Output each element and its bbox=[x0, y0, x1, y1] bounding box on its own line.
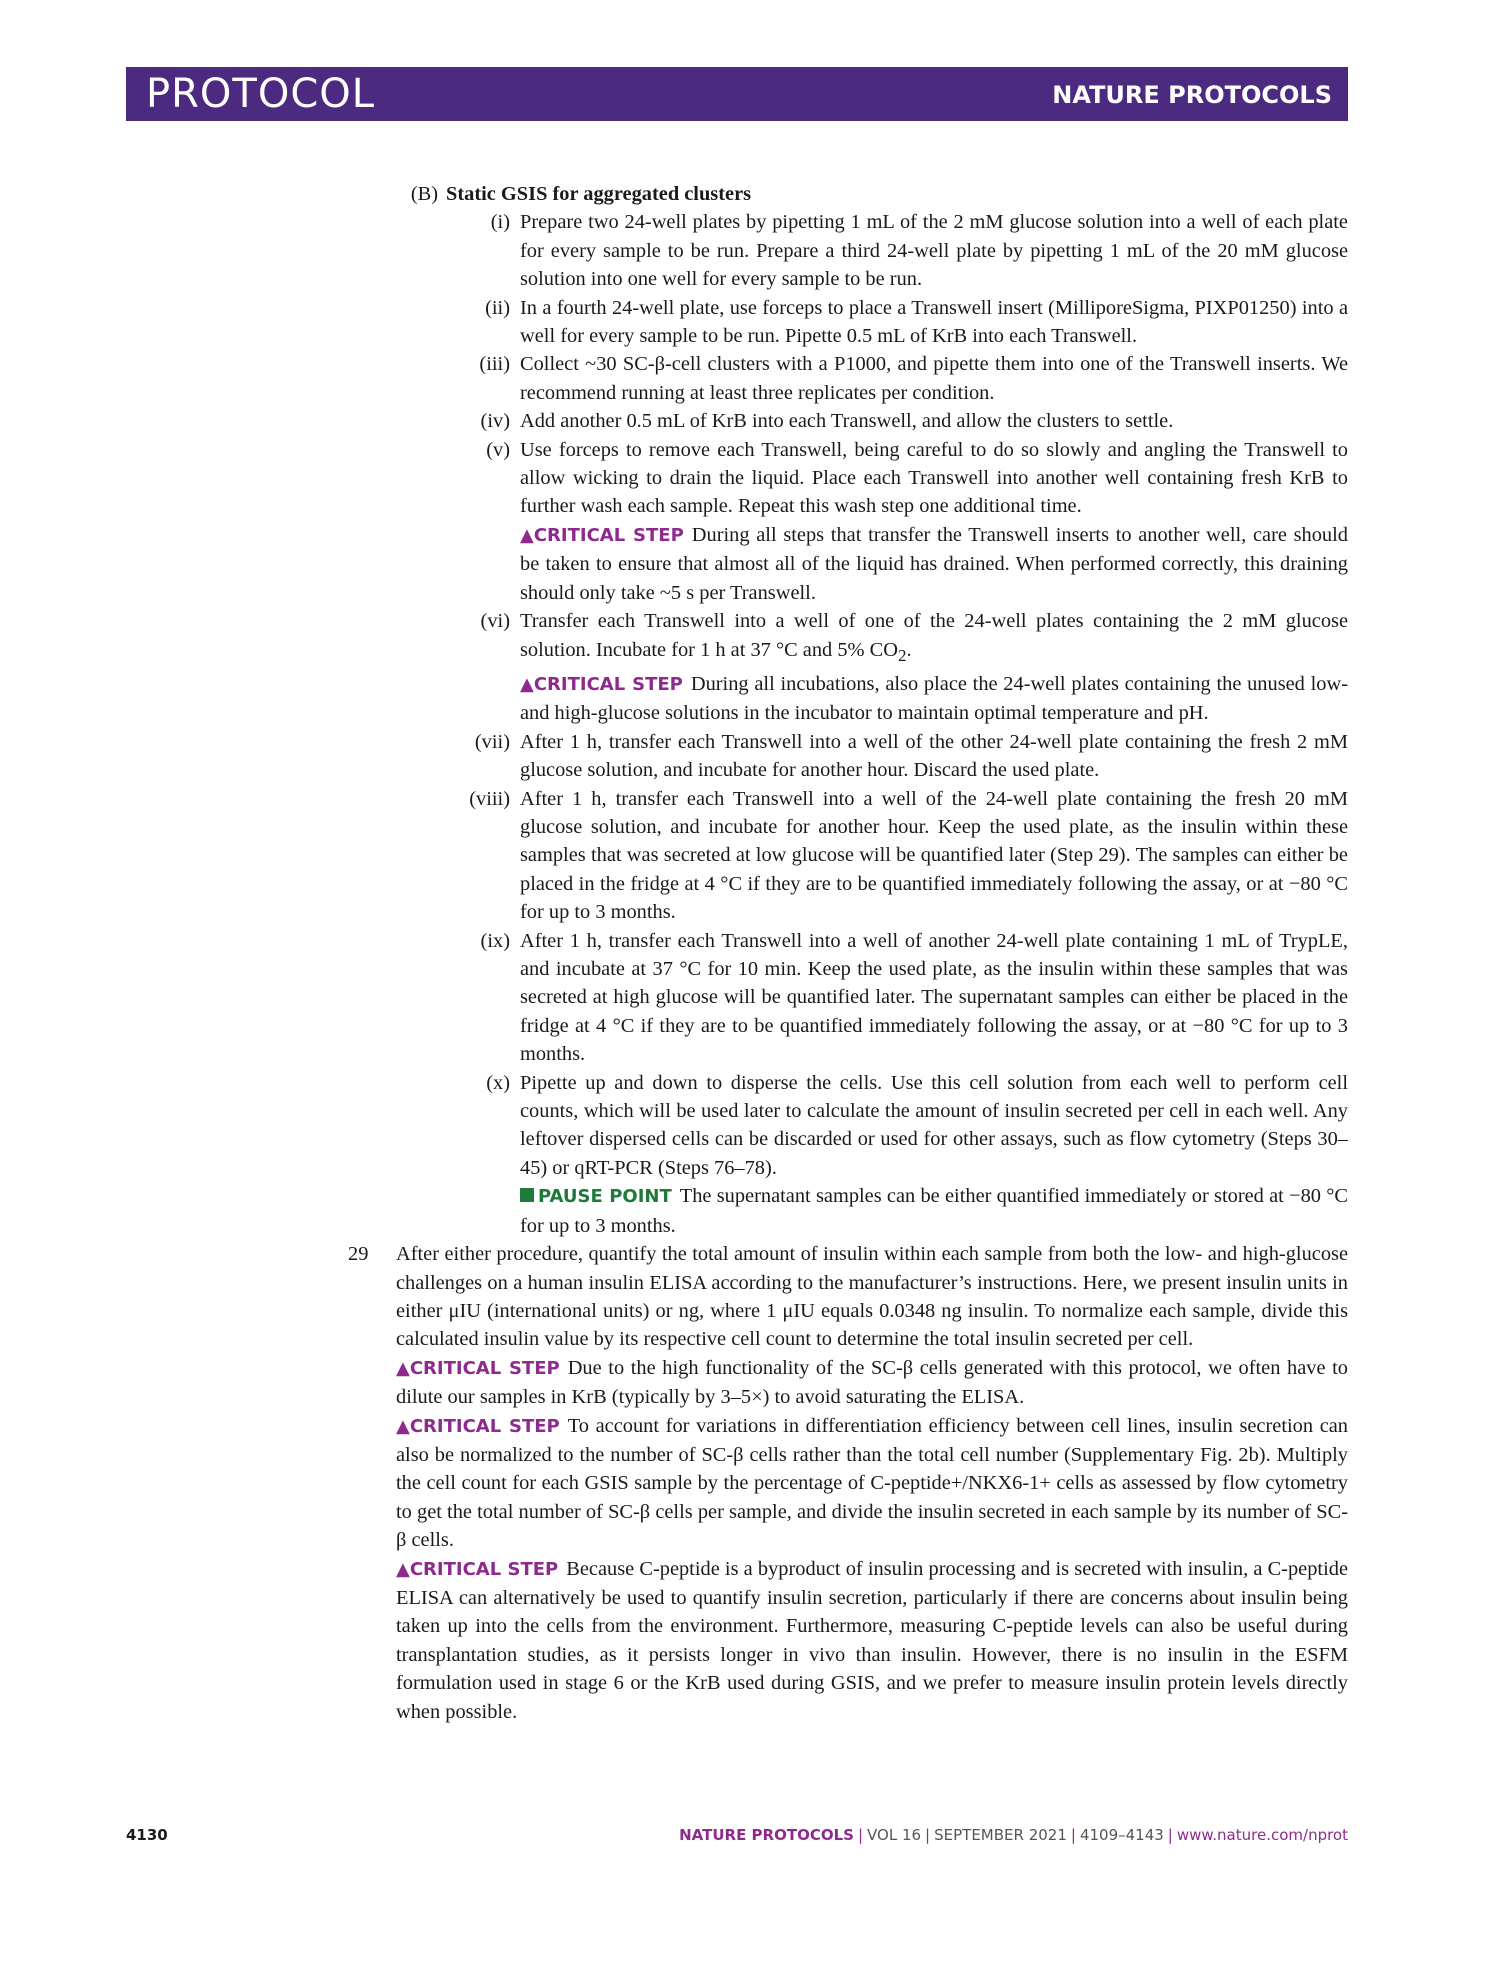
page-footer bbox=[126, 1826, 1348, 1850]
substep-viii bbox=[396, 785, 1348, 927]
substep-iv bbox=[396, 407, 1348, 435]
header-journal-name: NATURE PROTOCOLS bbox=[1052, 81, 1332, 109]
footer-date: SEPTEMBER 2021 bbox=[934, 1826, 1067, 1844]
warning-triangle-icon: ▲ bbox=[396, 1558, 410, 1580]
warning-triangle-icon: ▲ bbox=[520, 673, 534, 695]
critical-step-marker: ▲CRITICAL STEP bbox=[396, 1559, 558, 1580]
substep-label: (viii) bbox=[469, 787, 510, 810]
header-protocol-label: PROTOCOL bbox=[146, 71, 376, 117]
page-number: 4130 bbox=[126, 1826, 168, 1844]
substep-v bbox=[396, 436, 1348, 607]
substep-vii bbox=[396, 728, 1348, 785]
critical-step-marker: ▲CRITICAL STEP bbox=[396, 1358, 560, 1379]
substep-text: Use forceps to remove each Transwell, being careful to do so slowly and angling the Transwell to allow wicking to drain the liquid. Place each Transwell into another well containing fresh KrB to further wash each sample. Repeat this wash step one additional time. bbox=[520, 438, 1348, 518]
pause-square-icon bbox=[520, 1188, 534, 1202]
section-b-heading bbox=[396, 180, 1348, 208]
critical-step-note: ▲CRITICAL STEP During all incubations, also place the 24-well plates containing the unused low- and high-glucose solutions in the incubator to maintain optimal temperature and pH. bbox=[520, 672, 1348, 725]
footer-url-link[interactable]: www.nature.com/nprot bbox=[1176, 1826, 1348, 1844]
footer-pages: 4109–4143 bbox=[1079, 1826, 1164, 1844]
footer-journal: NATURE PROTOCOLS bbox=[679, 1826, 854, 1844]
critical-step-note: ▲CRITICAL STEP Because C-peptide is a byproduct of insulin processing and is secreted with insulin, a C-peptide ELISA can alternatively be used to quantify insulin secretion, particularly if there are concerns about insulin being taken up into the cells from the environment. Furthermore, measuring C-peptide levels can also be useful during transplantation studies, as it persists longer in vivo than insulin. However, there is no insulin in the ESFM formulation used in stage 6 or the KrB used during GSIS, and we prefer to measure insulin protein levels directly when possible. bbox=[396, 1557, 1348, 1723]
section-b-title: Static GSIS for aggregated clusters bbox=[446, 183, 752, 205]
substep-text: Add another 0.5 mL of KrB into each Transwell, and allow the clusters to settle. bbox=[520, 410, 1174, 433]
warning-triangle-icon: ▲ bbox=[396, 1357, 410, 1379]
warning-triangle-icon: ▲ bbox=[520, 524, 534, 546]
substep-label: (ii) bbox=[485, 296, 510, 319]
header-bar bbox=[126, 67, 1348, 121]
substep-label: (ix) bbox=[480, 929, 510, 952]
substep-iii bbox=[396, 350, 1348, 407]
critical-step-note: ▲CRITICAL STEP During all steps that transfer the Transwell inserts to another well, care should be taken to ensure that almost all of the liquid has drained. When performed correctly, this draining should only take ~5 s per Transwell. bbox=[520, 523, 1348, 604]
critical-step-marker: ▲CRITICAL STEP bbox=[396, 1416, 560, 1437]
substep-text: Collect ~30 SC-β-cell clusters with a P1000, and pipette them into one of the Transwell inserts. We recommend running at least three replicates per condition. bbox=[520, 353, 1348, 404]
substep-label: (vi) bbox=[480, 610, 510, 633]
substep-i bbox=[396, 208, 1348, 293]
substep-label: (v) bbox=[486, 438, 510, 461]
warning-triangle-icon: ▲ bbox=[396, 1415, 410, 1437]
step-number: 29 bbox=[348, 1243, 369, 1266]
pause-point-marker: PAUSE POINT bbox=[520, 1186, 672, 1207]
substep-text: Pipette up and down to disperse the cells. Use this cell solution from each well to perform cell counts, which will be used later to calculate the amount of insulin secreted per cell in each well. Any leftover dispersed cells can be discarded or used for other assays, such as flow cytometry (Steps 30–45) or qRT-PCR (Steps 76–78). bbox=[520, 1071, 1348, 1179]
pause-point-note: PAUSE POINT The supernatant samples can be either quantified immediately or stored at −80 °C for up to 3 months. bbox=[520, 1185, 1349, 1237]
substep-ii bbox=[396, 294, 1348, 351]
footer-citation: NATURE PROTOCOLS | VOL 16 | SEPTEMBER 2021 | 4109–4143 | www.nature.com/nprot bbox=[679, 1826, 1348, 1844]
main-content bbox=[348, 180, 1349, 1726]
critical-step-marker: ▲CRITICAL STEP bbox=[520, 525, 684, 546]
substep-text: After 1 h, transfer each Transwell into a well of the 24-well plate containing the fresh 20 mM glucose solution, and incubate for another hour. Keep the used plate, as the insulin within these samples that was secreted at low glucose will be quantified later (Step 29). The samples can either be placed in the fridge at 4 °C if they are to be quantified immediately following the assay, or at −80 °C for up to 3 months. bbox=[520, 787, 1348, 924]
step-text: After either procedure, quantify the total amount of insulin within each sample from both the low- and high-glucose challenges on a human insulin ELISA according to the manufacturer’s instructions. Here, we present insulin units in either μIU (international units) or ng, where 1 μIU equals 0.0348 ng insulin. To normalize each sample, divide this calculated insulin value by its respective cell count to determine the total insulin secreted per cell. bbox=[396, 1243, 1348, 1351]
footer-volume: VOL 16 bbox=[867, 1826, 922, 1844]
substep-label: (x) bbox=[486, 1071, 510, 1094]
substep-vi bbox=[396, 607, 1348, 728]
critical-step-note: ▲CRITICAL STEP To account for variations in differentiation efficiency between cell lines, insulin secretion can also be normalized to the number of SC-β cells rather than the total cell number (Supplementary Fig. 2b). Multiply the cell count for each GSIS sample by the percentage of C-peptide+/NKX6-1+ cells as assessed by flow cytometry to get the total number of SC-β cells per sample, and divide the insulin secreted in each sample by its number of SC-β cells. bbox=[396, 1414, 1348, 1552]
critical-step-note: ▲CRITICAL STEP Due to the high functionality of the SC-β cells generated with this protocol, we often have to dilute our samples in KrB (typically by 3–5×) to avoid saturating the ELISA. bbox=[396, 1356, 1348, 1409]
substep-label: (iv) bbox=[480, 410, 510, 433]
substep-label: (vii) bbox=[474, 730, 510, 753]
step-29 bbox=[348, 1240, 1348, 1726]
substep-label: (iii) bbox=[479, 353, 510, 376]
substep-text: After 1 h, transfer each Transwell into a well of the other 24-well plate containing the fresh 2 mM glucose solution, and incubate for another hour. Discard the used plate. bbox=[520, 730, 1348, 782]
substep-text: Prepare two 24-well plates by pipetting 1 mL of the 2 mM glucose solution into a well of each plate for every sample to be run. Prepare a third 24-well plate by pipetting 1 mL of the 20 mM glucose solution into one well for every sample to be run. bbox=[520, 211, 1348, 291]
substep-label: (i) bbox=[490, 211, 510, 234]
section-b-label: (B) bbox=[410, 183, 438, 205]
substep-ix bbox=[396, 927, 1348, 1069]
critical-step-marker: ▲CRITICAL STEP bbox=[520, 674, 683, 695]
substep-text: After 1 h, transfer each Transwell into a well of another 24-well plate containing 1 mL of TrypLE, and incubate at 37 °C for 10 min. Keep the used plate, as the insulin within these samples that was secreted at high glucose will be quantified later. The supernatant samples can either be placed in the fridge at 4 °C if they are to be quantified immediately following the assay, or at −80 °C for up to 3 months. bbox=[520, 929, 1348, 1066]
substep-x bbox=[396, 1069, 1348, 1240]
substep-text: In a fourth 24-well plate, use forceps to place a Transwell insert (MilliporeSigma, PIXP01250) into a well for every sample to be run. Pipette 0.5 mL of KrB into each Transwell. bbox=[520, 296, 1348, 348]
substep-text: Transfer each Transwell into a well of one of the 24-well plates containing the 2 mM glucose solution. Incubate for 1 h at 37 °C and 5% $CO_2$. bbox=[520, 610, 1348, 665]
